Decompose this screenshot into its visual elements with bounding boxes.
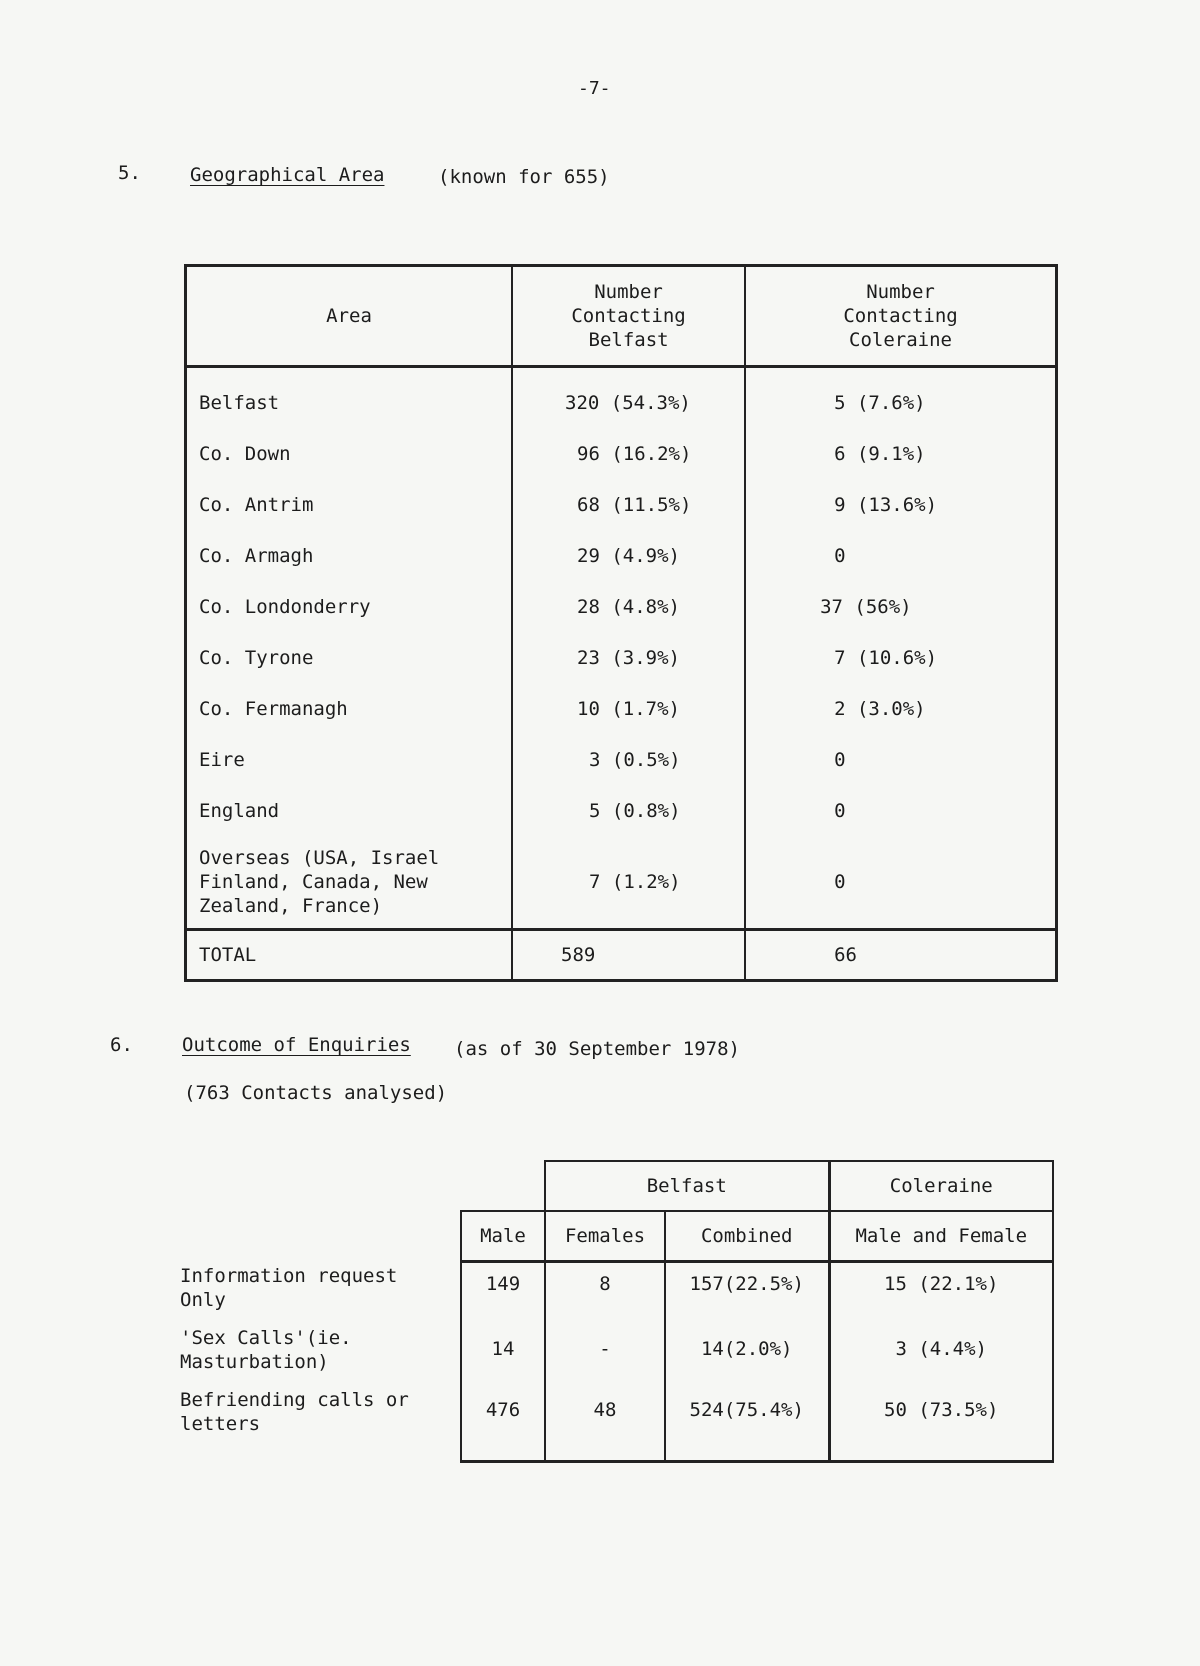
table-row	[461, 1395, 1053, 1462]
coleraine-cell: 3 (4.4%)	[829, 1334, 1053, 1395]
table-row	[186, 683, 1057, 734]
col-header-coleraine: Number Contacting Coleraine	[745, 266, 1056, 367]
row-label-information: Information request Only	[180, 1265, 398, 1311]
coleraine-cell: 50 (73.5%)	[829, 1395, 1053, 1462]
group-header-row	[461, 1161, 1053, 1211]
coleraine-cell: 0	[745, 734, 1056, 785]
coleraine-cell: 5 (7.6%)	[745, 367, 1056, 429]
male-cell: 476	[461, 1395, 545, 1462]
combined-cell: 524(75.4%)	[665, 1395, 829, 1462]
belfast-cell: 68 (11.5%)	[512, 479, 745, 530]
col-header-females: Females	[545, 1211, 665, 1262]
females-cell: 48	[545, 1395, 665, 1462]
col-header-male-female: Male and Female	[829, 1211, 1053, 1262]
table-row	[186, 785, 1057, 836]
col-header-area: Area	[186, 266, 513, 367]
section6-subnote: (763 Contacts analysed)	[184, 1082, 448, 1104]
outcome-table	[460, 1160, 1054, 1463]
section6-title: Outcome of Enquiries	[182, 1034, 411, 1056]
table-row	[186, 734, 1057, 785]
coleraine-cell: 2 (3.0%)	[745, 683, 1056, 734]
area-cell: Co. Tyrone	[186, 632, 513, 683]
table-row	[461, 1262, 1053, 1335]
area-cell: Co. Down	[186, 428, 513, 479]
table-row	[186, 367, 1057, 429]
belfast-cell: 10 (1.7%)	[512, 683, 745, 734]
col-header-male: Male	[461, 1211, 545, 1262]
table-row	[461, 1334, 1053, 1395]
total-label: TOTAL	[186, 930, 513, 981]
section5-title: Geographical Area	[190, 164, 385, 186]
females-cell: -	[545, 1334, 665, 1395]
area-cell: Eire	[186, 734, 513, 785]
belfast-cell: 7 (1.2%)	[512, 836, 745, 930]
total-coleraine: 66	[745, 930, 1056, 981]
total-row	[186, 930, 1057, 981]
belfast-cell: 96 (16.2%)	[512, 428, 745, 479]
total-belfast: 589	[512, 930, 745, 981]
column-header-row	[461, 1211, 1053, 1262]
area-cell: Co. Antrim	[186, 479, 513, 530]
coleraine-cell: 15 (22.1%)	[829, 1262, 1053, 1335]
page-number: -7-	[578, 78, 611, 99]
table-row	[186, 632, 1057, 683]
male-cell: 14	[461, 1334, 545, 1395]
coleraine-cell: 9 (13.6%)	[745, 479, 1056, 530]
belfast-cell: 23 (3.9%)	[512, 632, 745, 683]
area-cell: England	[186, 785, 513, 836]
section6-note: (as of 30 September 1978)	[454, 1038, 740, 1060]
coleraine-cell: 0	[745, 836, 1056, 930]
belfast-cell: 3 (0.5%)	[512, 734, 745, 785]
area-cell: Overseas (USA, Israel Finland, Canada, New Zealand, France)	[186, 836, 513, 930]
table-header-row	[186, 266, 1057, 367]
combined-cell: 157(22.5%)	[665, 1262, 829, 1335]
group-header-belfast: Belfast	[545, 1161, 829, 1211]
females-cell: 8	[545, 1262, 665, 1335]
col-header-combined: Combined	[665, 1211, 829, 1262]
section5-number: 5.	[118, 162, 141, 184]
table-row	[186, 479, 1057, 530]
table-row	[186, 530, 1057, 581]
coleraine-cell: 7 (10.6%)	[745, 632, 1056, 683]
geographical-area-table	[184, 264, 1058, 982]
area-cell: Belfast	[186, 367, 513, 429]
col-header-belfast: Number Contacting Belfast	[512, 266, 745, 367]
combined-cell: 14(2.0%)	[665, 1334, 829, 1395]
coleraine-cell: 37 (56%)	[745, 581, 1056, 632]
coleraine-cell: 6 (9.1%)	[745, 428, 1056, 479]
belfast-cell: 320 (54.3%)	[512, 367, 745, 429]
row-label-befriending: Befriending calls or letters	[180, 1389, 409, 1435]
coleraine-cell: 0	[745, 530, 1056, 581]
male-cell: 149	[461, 1262, 545, 1335]
area-cell: Co. Fermanagh	[186, 683, 513, 734]
table-row	[186, 581, 1057, 632]
area-cell: Co. Londonderry	[186, 581, 513, 632]
coleraine-cell: 0	[745, 785, 1056, 836]
section5-note: (known for 655)	[438, 166, 610, 188]
table-row	[186, 836, 1057, 930]
section6-number: 6.	[110, 1034, 133, 1056]
row-label-sex-calls: 'Sex Calls'(ie. Masturbation)	[180, 1327, 352, 1373]
group-header-coleraine: Coleraine	[829, 1161, 1053, 1211]
table-row	[186, 428, 1057, 479]
belfast-cell: 29 (4.9%)	[512, 530, 745, 581]
belfast-cell: 28 (4.8%)	[512, 581, 745, 632]
area-cell: Co. Armagh	[186, 530, 513, 581]
belfast-cell: 5 (0.8%)	[512, 785, 745, 836]
